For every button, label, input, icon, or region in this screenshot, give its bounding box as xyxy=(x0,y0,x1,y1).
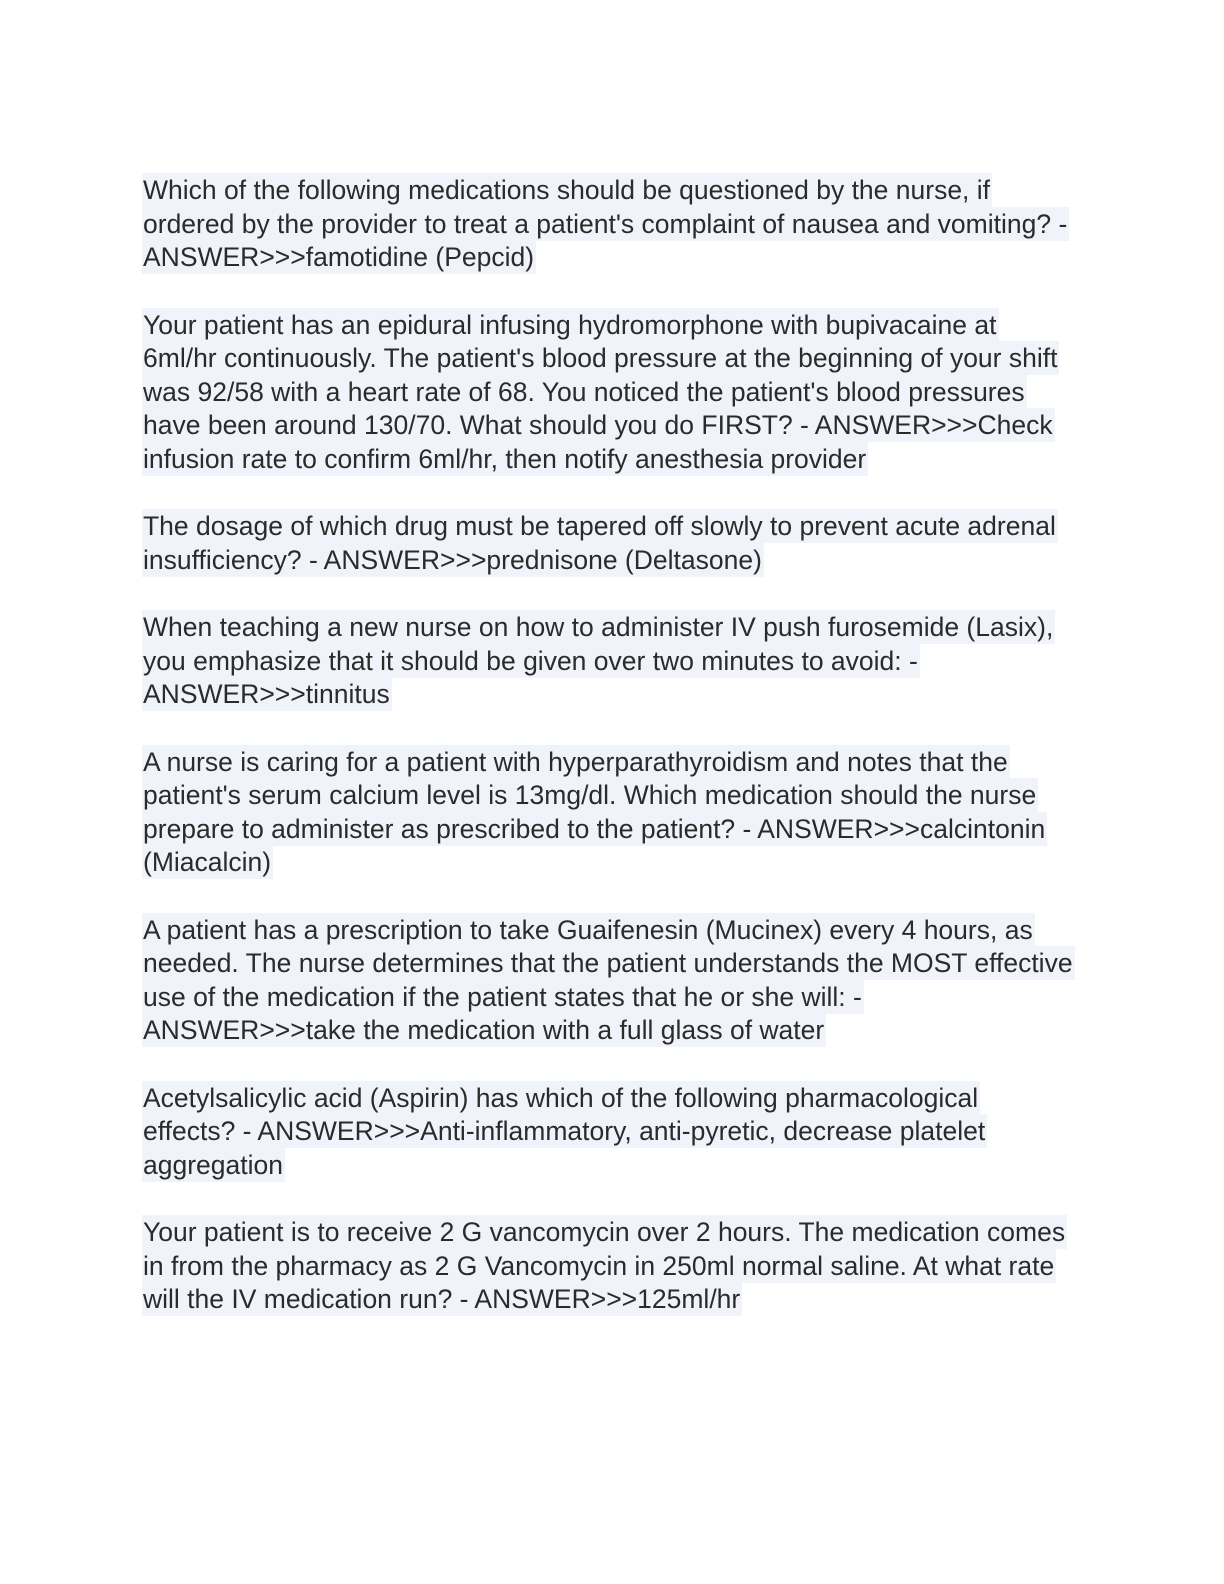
qa-item-1 xyxy=(142,174,1077,275)
qa-text: The dosage of which drug must be tapered off slowly to prevent acute adrenal insufficiency? - ANSWER>>>prednisone (Deltasone) xyxy=(143,511,1056,575)
qa-text: A nurse is caring for a patient with hyperparathyroidism and notes that the patient's serum calcium level is 13mg/dl. Which medication should the nurse prepare to administer as prescribed to the patient? - ANSWER>>>calcintonin (Miacalcin) xyxy=(143,746,1046,877)
qa-text: Your patient has an epidural infusing hydromorphone with bupivacaine at 6ml/hr continuously. The patient's blood pressure at the beginning of your shift was 92/58 with a heart rate of 68. You noticed the patient's blood pressures have been around 130/70. What should you do FIRST? - ANSWER>>>Check infusion rate to confirm 6ml/hr, then notify anesthesia provider xyxy=(143,309,1058,474)
qa-item-2 xyxy=(142,309,1077,477)
qa-item-8 xyxy=(142,1216,1077,1317)
qa-item-7 xyxy=(142,1082,1077,1183)
qa-text: Acetylsalicylic acid (Aspirin) has which of the following pharmacological effects? - ANSWER>>>Anti-inflammatory, anti-pyretic, decrease platelet aggregation xyxy=(143,1082,986,1180)
qa-item-5 xyxy=(142,746,1077,880)
qa-text: Your patient is to receive 2 G vancomycin over 2 hours. The medication comes in from the pharmacy as 2 G Vancomycin in 250ml normal saline. At what rate will the IV medication run? - ANSWER>>>125ml/hr xyxy=(143,1217,1066,1314)
qa-text: When teaching a new nurse on how to administer IV push furosemide (Lasix), you emphasize that it should be given over two minutes to avoid: - ANSWER>>>tinnitus xyxy=(143,612,1054,709)
qa-item-4 xyxy=(142,611,1077,712)
qa-list xyxy=(142,174,1077,1351)
qa-text: A patient has a prescription to take Guaifenesin (Mucinex) every 4 hours, as needed. The nurse determines that the patient understands the MOST effective use of the medication if the patient states that he or she will: - ANSWER>>>take the medication with a full glass of water xyxy=(143,914,1073,1045)
qa-text: Which of the following medications should be questioned by the nurse, if ordered by the provider to treat a patient's complaint of nausea and vomiting? - ANSWER>>>famotidine (Pepcid) xyxy=(143,175,1068,272)
qa-item-6 xyxy=(142,914,1077,1048)
qa-item-3 xyxy=(142,510,1077,577)
